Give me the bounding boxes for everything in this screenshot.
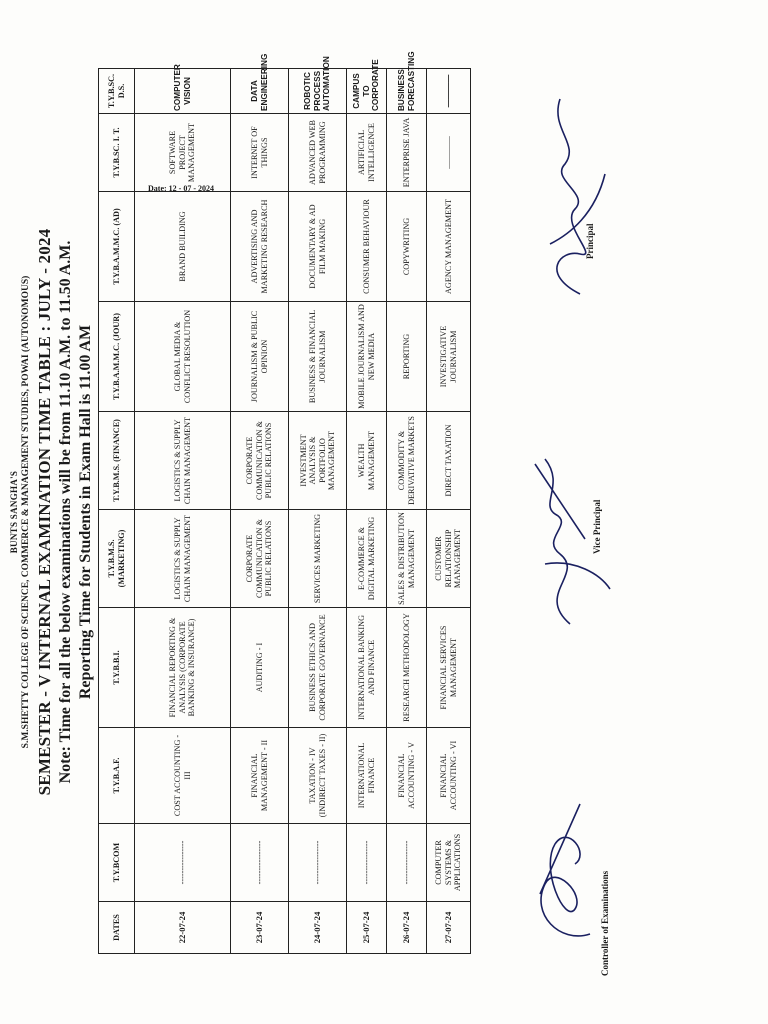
table-cell: ---------------- xyxy=(347,824,387,902)
col-header: T.Y.B.A.F. xyxy=(99,728,135,824)
timetable-title: SEMESTER - V INTERNAL EXAMINATION TIME TABLE : JULY - 2024 xyxy=(35,228,54,796)
table-row xyxy=(231,69,289,954)
table-cell: RESEARCH METHODOLOGY xyxy=(387,608,427,728)
table-cell: FINANCIAL REPORTING & ANALYSIS (CORPORATE BANKING & INSURANCE) xyxy=(135,608,231,728)
table-cell: E-COMMERCE & DIGITAL MARKETING xyxy=(347,510,387,608)
org-name: BUNTS SANGHA'S xyxy=(9,470,19,554)
table-cell: FINANCIAL SERVICES MANAGEMENT xyxy=(427,608,471,728)
college-name: S.M.SHETTY COLLEGE OF SCIENCE, COMMERCE & MANAGEMENT STUDIES, POWAI (AUTONOMOUS) xyxy=(21,275,31,749)
table-cell: DATA ENGINEERING xyxy=(231,69,289,114)
table-cell: AGENCY MANAGEMENT xyxy=(427,192,471,302)
table-cell: FINANCIAL MANAGEMENT - II xyxy=(231,728,289,824)
table-cell: BUSINESS ETHICS AND CORPORATE GOVERNANCE xyxy=(289,608,347,728)
table-cell: AUDITING - I xyxy=(231,608,289,728)
table-cell: INTERNATIONAL FINANCE xyxy=(347,728,387,824)
table-cell: COMMODITY & DERIVATIVE MARKETS xyxy=(387,412,427,510)
table-cell: ROBOTIC PROCESS AUTOMATION xyxy=(289,69,347,114)
date-cell: 23-07-24 xyxy=(231,902,289,954)
col-header: T.Y.B.SC. D.S. xyxy=(99,69,135,114)
table-cell: ADVANCED WEB PROGRAMMING xyxy=(289,114,347,192)
vice-principal-signature xyxy=(515,444,625,634)
col-header: T.Y.B.B.I. xyxy=(99,608,135,728)
table-cell: INVESTIGATIVE JOURNALISM xyxy=(427,302,471,412)
time-note: Note: Time for all the below examinations will be from 11.10 A.M. to 11.50 A.M. xyxy=(57,240,74,784)
col-header: DATES xyxy=(99,902,135,954)
table-row xyxy=(347,69,387,954)
controller-signature xyxy=(520,784,610,954)
table-cell: INTERNET OF THINGS xyxy=(231,114,289,192)
table-cell: ———— xyxy=(427,114,471,192)
table-cell: ———— xyxy=(427,69,471,114)
table-cell: DIRECT TAXATION xyxy=(427,412,471,510)
table-cell: INTERNATIONAL BANKING AND FINANCE xyxy=(347,608,387,728)
table-cell: COMPUTER SYSTEMS & APPLICATIONS xyxy=(427,824,471,902)
table-cell: FINANCIAL ACCOUNTING - V xyxy=(387,728,427,824)
table-cell: SERVICES MARKETING xyxy=(289,510,347,608)
vice-principal-label: Vice Principal xyxy=(592,499,602,554)
table-cell: MOBILE JOURNALISM AND NEW MEDIA xyxy=(347,302,387,412)
table-row xyxy=(135,69,231,954)
col-header: T.Y.B.A.M.M.C. (JOUR) xyxy=(99,302,135,412)
table-cell: DOCUMENTARY & AD FILM MAKING xyxy=(289,192,347,302)
table-cell: CORPORATE COMMUNICATION & PUBLIC RELATIONS xyxy=(231,510,289,608)
table-cell: BUSINESS FORECASTING xyxy=(387,69,427,114)
table-cell: BRAND BUILDING xyxy=(135,192,231,302)
table-cell: BUSINESS & FINANCIAL JOURNALISM xyxy=(289,302,347,412)
header-row xyxy=(99,69,135,954)
col-header: T.Y.B.SC. I. T. xyxy=(99,114,135,192)
table-row xyxy=(427,69,471,954)
date-cell: 27-07-24 xyxy=(427,902,471,954)
table-cell: COMPUTER VISION xyxy=(135,69,231,114)
table-cell: COPYWRITING xyxy=(387,192,427,302)
table-row xyxy=(387,69,427,954)
table-cell: INVESTMENT ANALYSIS & PORTFOLIO MANAGEMENT xyxy=(289,412,347,510)
table-cell: CORPORATE COMMUNICATION & PUBLIC RELATIONS xyxy=(231,412,289,510)
table-cell: ARTIFICIAL INTELLIGENCE xyxy=(347,114,387,192)
table-cell: FINANCIAL ACCOUNTING - VI xyxy=(427,728,471,824)
table-cell: ---------------- xyxy=(231,824,289,902)
table-cell: TAXATION - IV (INDIRECT TAXES - II) xyxy=(289,728,347,824)
table-cell: WEALTH MANAGEMENT xyxy=(347,412,387,510)
date-cell: 26-07-24 xyxy=(387,902,427,954)
table-cell: LOGISTICS & SUPPLY CHAIN MANAGEMENT xyxy=(135,412,231,510)
table-cell: ---------------- xyxy=(387,824,427,902)
table-cell: SOFTWARE PROJECT MANAGEMENT xyxy=(135,114,231,192)
table-row xyxy=(289,69,347,954)
col-header: T.Y.B.A.M.M.C. (AD) xyxy=(99,192,135,302)
table-cell: REPORTING xyxy=(387,302,427,412)
date-cell: 24-07-24 xyxy=(289,902,347,954)
date-cell: 22-07-24 xyxy=(135,902,231,954)
reporting-note: Reporting Time for Students in Exam Hall is 11.00 AM xyxy=(77,324,94,700)
table-cell: CUSTOMER RELATIONSHIP MANAGEMENT xyxy=(427,510,471,608)
principal-signature xyxy=(520,84,620,304)
table-cell: SALES & DISTRIBUTION MANAGEMENT xyxy=(387,510,427,608)
issue-date: Date: 12 - 07 - 2024 xyxy=(148,184,214,193)
exam-timetable xyxy=(98,51,471,954)
table-cell: ENTERPRISE JAVA xyxy=(387,114,427,192)
table-cell: ---------------- xyxy=(289,824,347,902)
table-cell: ADVERTISING AND MARKETING RESEARCH xyxy=(231,192,289,302)
principal-label: Principal xyxy=(585,223,595,259)
table-cell: CAMPUS TO CORPORATE xyxy=(347,69,387,114)
table-cell: COST ACCOUNTING - III xyxy=(135,728,231,824)
table-cell: LOGISTICS & SUPPLY CHAIN MANAGEMENT xyxy=(135,510,231,608)
controller-label: Controller of Examinations xyxy=(600,870,610,976)
table-cell: CONSUMER BEHAVIOUR xyxy=(347,192,387,302)
table-cell: JOURNALISM & PUBLIC OPINION xyxy=(231,302,289,412)
col-header: T.Y.B.M.S. (FINANCE) xyxy=(99,412,135,510)
date-cell: 25-07-24 xyxy=(347,902,387,954)
table-cell: GLOBAL MEDIA & CONFLICT RESOLUTION xyxy=(135,302,231,412)
table-cell: ---------------- xyxy=(135,824,231,902)
col-header: T.Y.BCOM xyxy=(99,824,135,902)
col-header: T.Y.B.M.S. (MARKETING) xyxy=(99,510,135,608)
